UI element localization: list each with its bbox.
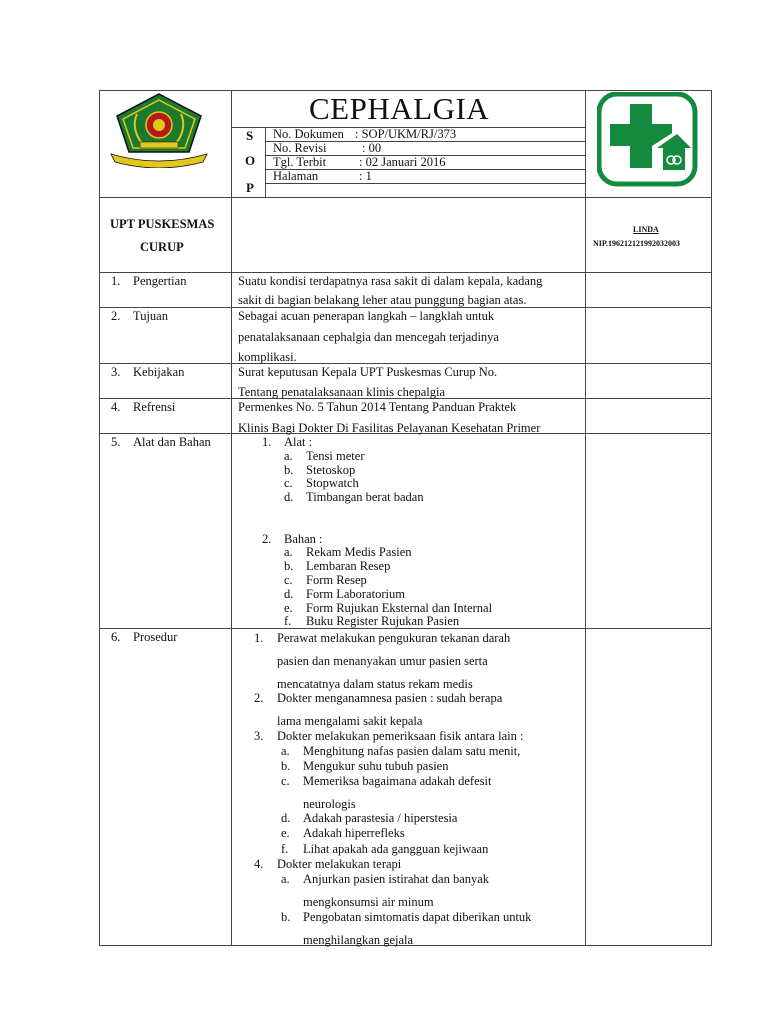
section-2-number: 2. bbox=[111, 309, 121, 323]
pengertian-text-2: sakit di bagian belakang leher atau punggung bagian atas. bbox=[238, 293, 527, 307]
signer-name: LINDA bbox=[633, 225, 659, 234]
alat-item-marker: d. bbox=[284, 490, 294, 504]
bahan-item-marker: e. bbox=[284, 601, 293, 615]
procedure-marker: c. bbox=[281, 774, 290, 788]
col-sep-1 bbox=[231, 90, 232, 946]
tujuan-text-3: komplikasi. bbox=[238, 350, 297, 364]
bahan-item-marker: d. bbox=[284, 587, 294, 601]
bahan-item: Form Resep bbox=[306, 573, 367, 587]
alat-item-marker: b. bbox=[284, 463, 294, 477]
procedure-line: Menghitung nafas pasien dalam satu menit, bbox=[303, 744, 521, 758]
procedure-line: menghilangkan gejala bbox=[303, 933, 414, 947]
bahan-item: Form Laboratorium bbox=[306, 587, 405, 601]
bahan-item: Buku Register Rujukan Pasien bbox=[306, 614, 460, 628]
pengertian-text-1: Suatu kondisi terdapatnya rasa sakit di dalam kepala, kadang bbox=[238, 274, 543, 288]
page-label: Halaman bbox=[273, 169, 319, 183]
alat-item: Timbangan berat badan bbox=[306, 490, 424, 504]
section-3-label: Kebijakan bbox=[133, 365, 185, 379]
alat-heading: Alat : bbox=[284, 435, 313, 449]
sop-sep bbox=[265, 127, 266, 198]
section-2-label: Tujuan bbox=[133, 309, 168, 323]
bahan-item-marker: b. bbox=[284, 559, 294, 573]
procedure-line: pasien dan menanyakan umur pasien serta bbox=[277, 654, 488, 668]
procedure-marker: a. bbox=[281, 872, 290, 886]
procedure-marker: e. bbox=[281, 826, 290, 840]
bahan-item-marker: a. bbox=[284, 545, 293, 559]
org-name-line1: UPT PUSKESMAS bbox=[110, 217, 215, 231]
procedure-marker: a. bbox=[281, 744, 290, 758]
bahan-item: Form Rujukan Eksternal dan Internal bbox=[306, 601, 493, 615]
procedure-line: Perawat melakukan pengukuran tekanan darah bbox=[277, 631, 511, 645]
bahan-item-marker: f. bbox=[284, 614, 292, 628]
alat-heading-number: 1. bbox=[262, 435, 272, 449]
tujuan-text-1: Sebagai acuan penerapan langkah – langklah untuk bbox=[238, 309, 495, 323]
procedure-line: neurologis bbox=[303, 797, 356, 811]
issue-date-label: Tgl. Terbit bbox=[273, 155, 327, 169]
row-sep-1 bbox=[99, 272, 712, 273]
procedure-line: Anjurkan pasien istirahat dan banyak bbox=[303, 872, 490, 886]
procedure-marker: b. bbox=[281, 759, 291, 773]
bahan-heading: Bahan : bbox=[284, 532, 323, 546]
alat-item: Tensi meter bbox=[306, 449, 365, 463]
section-1-label: Pengertian bbox=[133, 274, 187, 288]
page-value: : 1 bbox=[359, 169, 372, 183]
doc-no-label: No. Dokumen bbox=[273, 127, 344, 141]
procedure-line: Pengobatan simtomatis dapat diberikan untuk bbox=[303, 910, 532, 924]
bahan-item: Rekam Medis Pasien bbox=[306, 545, 412, 559]
table-border-right bbox=[711, 90, 712, 946]
bahan-heading-number: 2. bbox=[262, 532, 272, 546]
issue-date-value: : 02 Januari 2016 bbox=[359, 155, 446, 169]
refrensi-text-1: Permenkes No. 5 Tahun 2014 Tentang Panduan Praktek bbox=[238, 400, 517, 414]
doc-no-value: : SOP/UKM/RJ/373 bbox=[355, 127, 457, 141]
procedure-marker: f. bbox=[281, 842, 289, 856]
section-3-number: 3. bbox=[111, 365, 121, 379]
kebijakan-text-2: Tentang penatalaksanaan klinis chepalgia bbox=[238, 385, 446, 399]
tujuan-text-2: penatalaksanaan cephalgia dan mencegah terjadinya bbox=[238, 330, 499, 344]
section-4-label: Refrensi bbox=[133, 400, 176, 414]
revision-label: No. Revisi bbox=[273, 141, 327, 155]
bahan-item: Lembaran Resep bbox=[306, 559, 391, 573]
section-6-label: Prosedur bbox=[133, 630, 178, 644]
procedure-line: Dokter melakukan terapi bbox=[277, 857, 402, 871]
procedure-marker: 2. bbox=[254, 691, 264, 705]
row-sep-0 bbox=[99, 197, 712, 198]
kebijakan-text-1: Surat keputusan Kepala UPT Puskesmas Curup No. bbox=[238, 365, 498, 379]
procedure-line: Mengukur suhu tubuh pasien bbox=[303, 759, 449, 773]
row-sep-6 bbox=[99, 628, 712, 629]
puskesmas-logo bbox=[597, 92, 701, 188]
sop-letter-p: P bbox=[246, 180, 254, 195]
signer-nip: NIP.196212121992032003 bbox=[593, 239, 681, 248]
section-5-number: 5. bbox=[111, 435, 121, 449]
procedure-line: Adakah parastesia / hiperstesia bbox=[303, 811, 458, 825]
procedure-line: Adakah hiperrefleks bbox=[303, 826, 405, 840]
procedure-line: Memeriksa bagaimana adakah defesit bbox=[303, 774, 492, 788]
alat-item: Stetoskop bbox=[306, 463, 356, 477]
sop-letter-o: O bbox=[245, 153, 256, 168]
alat-item: Stopwatch bbox=[306, 476, 359, 490]
row-sep-2 bbox=[99, 307, 712, 308]
procedure-marker: 3. bbox=[254, 729, 264, 743]
bahan-item-marker: c. bbox=[284, 573, 293, 587]
table-border-left bbox=[99, 90, 100, 946]
procedure-line: Dokter melakukan pemeriksaan fisik antara lain : bbox=[277, 729, 524, 743]
regency-logo bbox=[107, 92, 211, 168]
document-title: CEPHALGIA bbox=[309, 91, 490, 126]
revision-value: : 00 bbox=[362, 141, 382, 155]
procedure-marker: 1. bbox=[254, 631, 264, 645]
procedure-line: mencatatnya dalam status rekam medis bbox=[277, 677, 473, 691]
section-1-number: 1. bbox=[111, 274, 121, 288]
procedure-marker: d. bbox=[281, 811, 291, 825]
section-6-number: 6. bbox=[111, 630, 121, 644]
procedure-line: Dokter menganamnesa pasien : sudah berapa bbox=[277, 691, 503, 705]
section-5-label: Alat dan Bahan bbox=[133, 435, 211, 449]
procedure-marker: 4. bbox=[254, 857, 264, 871]
org-name-line2: CURUP bbox=[140, 240, 184, 254]
row-sep-3 bbox=[99, 363, 712, 364]
procedure-line: mengkonsumsi air minum bbox=[303, 895, 434, 909]
col-sep-2 bbox=[585, 90, 586, 946]
refrensi-text-2: Klinis Bagi Dokter Di Fasilitas Pelayanan Kesehatan Primer bbox=[238, 421, 541, 435]
sop-letter-s: S bbox=[246, 128, 254, 143]
procedure-marker: b. bbox=[281, 910, 291, 924]
procedure-line: lama mengalami sakit kepala bbox=[277, 714, 423, 728]
doc-hline-4 bbox=[265, 183, 585, 184]
section-4-number: 4. bbox=[111, 400, 121, 414]
procedure-line: Lihat apakah ada gangguan kejiwaan bbox=[303, 842, 489, 856]
alat-item-marker: a. bbox=[284, 449, 293, 463]
alat-item-marker: c. bbox=[284, 476, 293, 490]
